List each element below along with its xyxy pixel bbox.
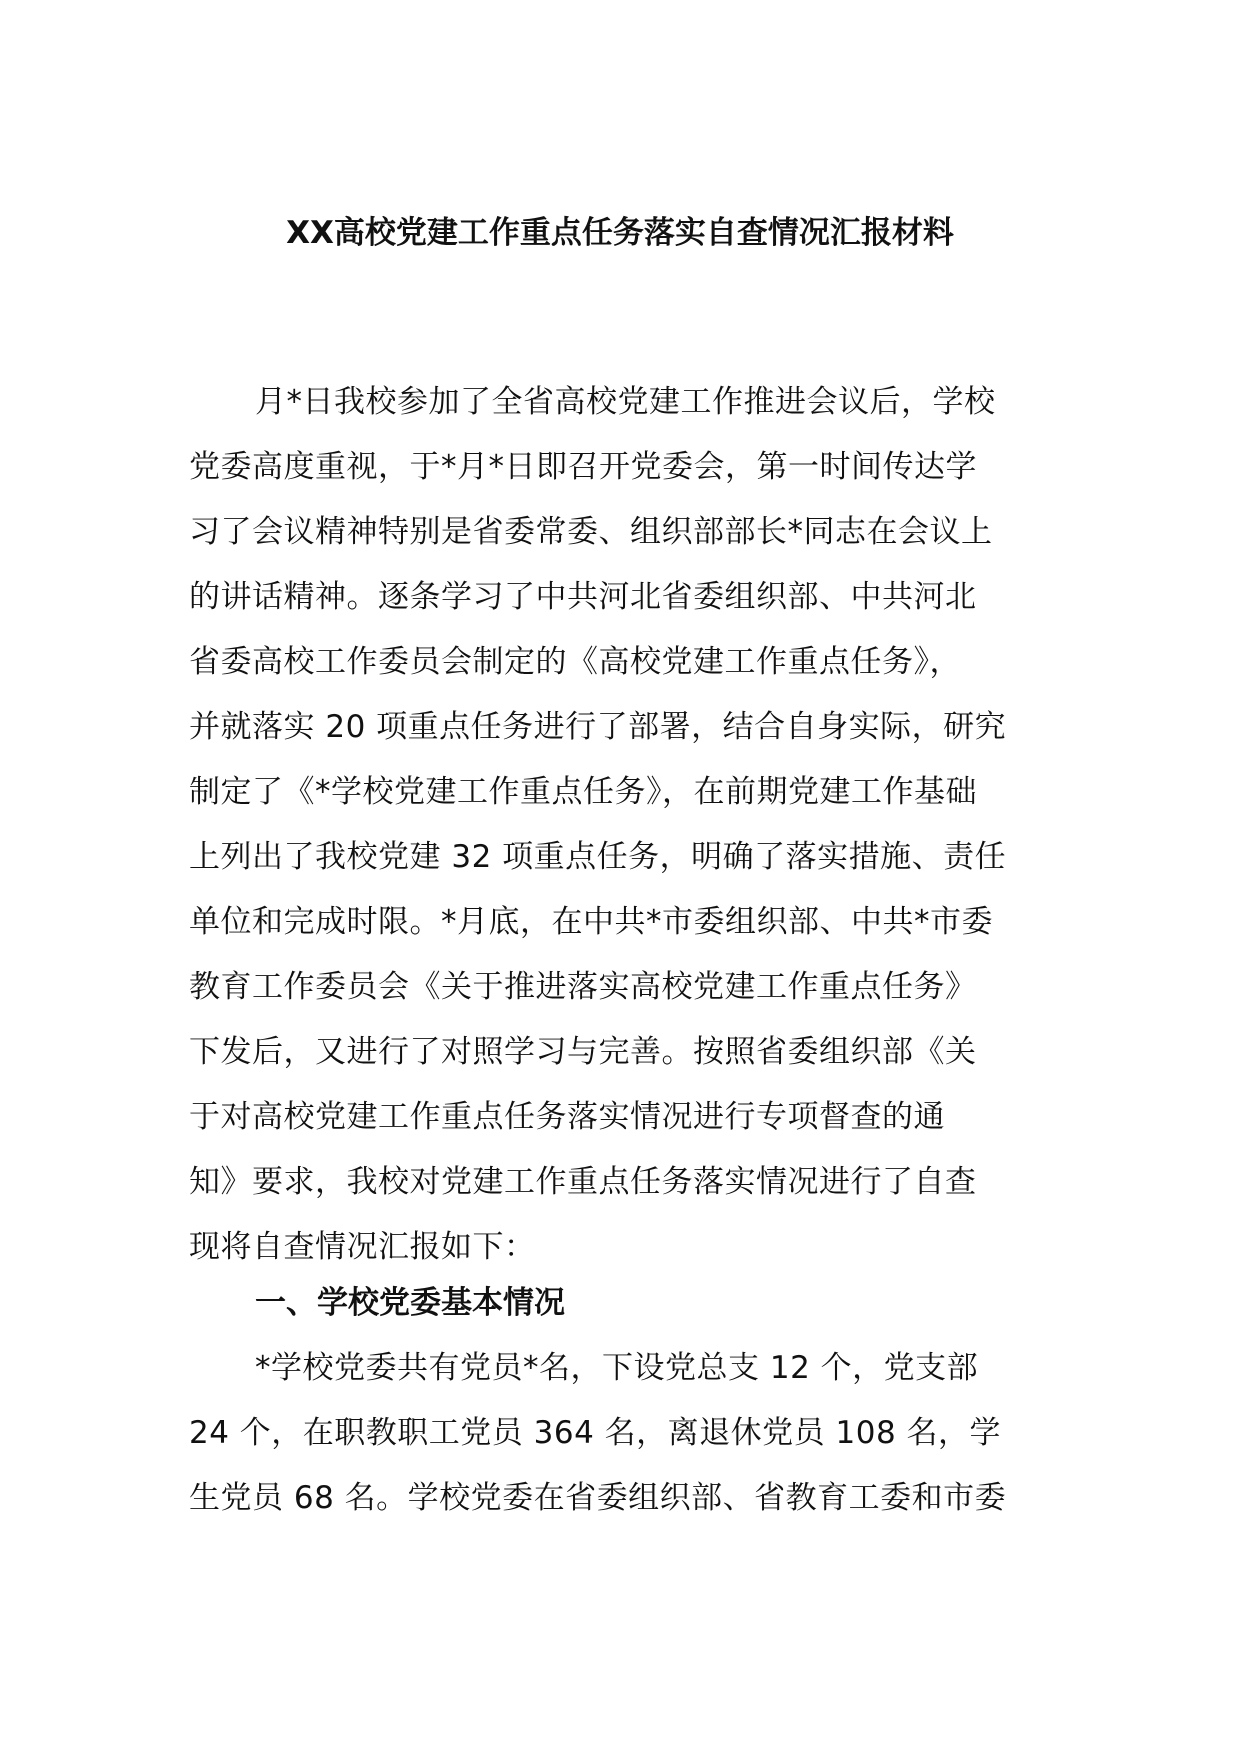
paragraph-line: *学校党委共有党员*名，下设党总支 12 个，党支部 (255, 1350, 979, 1386)
paragraph-line: 教育工作委员会《关于推进落实高校党建工作重点任务》 (189, 969, 977, 1005)
section-heading: 一、学校党委基本情况 (255, 1285, 565, 1321)
paragraph-line: 习了会议精神特别是省委常委、组织部部长*同志在会议上 (189, 514, 993, 550)
paragraph-line: 制定了《*学校党建工作重点任务》，在前期党建工作基础 (189, 774, 977, 810)
paragraph-line: 现将自查情况汇报如下： (189, 1229, 536, 1265)
paragraph-line: 生党员 68 名。学校党委在省委组织部、省教育工委和市委 (189, 1480, 1007, 1516)
paragraph-line: 党委高度重视，于*月*日即召开党委会，第一时间传达学 (189, 449, 977, 485)
paragraph-line: 单位和完成时限。*月底，在中共*市委组织部、中共*市委 (189, 904, 993, 940)
paragraph-line: 月*日我校参加了全省高校党建工作推进会议后，学校 (255, 384, 996, 420)
paragraph-line: 于对高校党建工作重点任务落实情况进行专项督查的通 (189, 1099, 945, 1135)
paragraph-line: 上列出了我校党建 32 项重点任务，明确了落实措施、责任 (189, 839, 1007, 875)
document-title: XX高校党建工作重点任务落实自查情况汇报材料 (286, 215, 954, 251)
paragraph-line: 省委高校工作委员会制定的《高校党建工作重点任务》， (189, 644, 961, 680)
paragraph-line: 的讲话精神。逐条学习了中共河北省委组织部、中共河北 (189, 579, 977, 615)
paragraph-line: 并就落实 20 项重点任务进行了部署，结合自身实际，研究 (189, 709, 1007, 745)
section-paragraph (189, 1336, 1051, 1531)
intro-paragraph (189, 370, 1051, 1280)
paragraph-line: 24 个，在职教职工党员 364 名，离退休党员 108 名，学 (189, 1415, 1002, 1451)
section-heading-container (189, 1271, 1051, 1336)
paragraph-line: 知》要求，我校对党建工作重点任务落实情况进行了自查 (189, 1164, 977, 1200)
paragraph-line: 下发后，又进行了对照学习与完善。按照省委组织部《关 (189, 1034, 977, 1070)
